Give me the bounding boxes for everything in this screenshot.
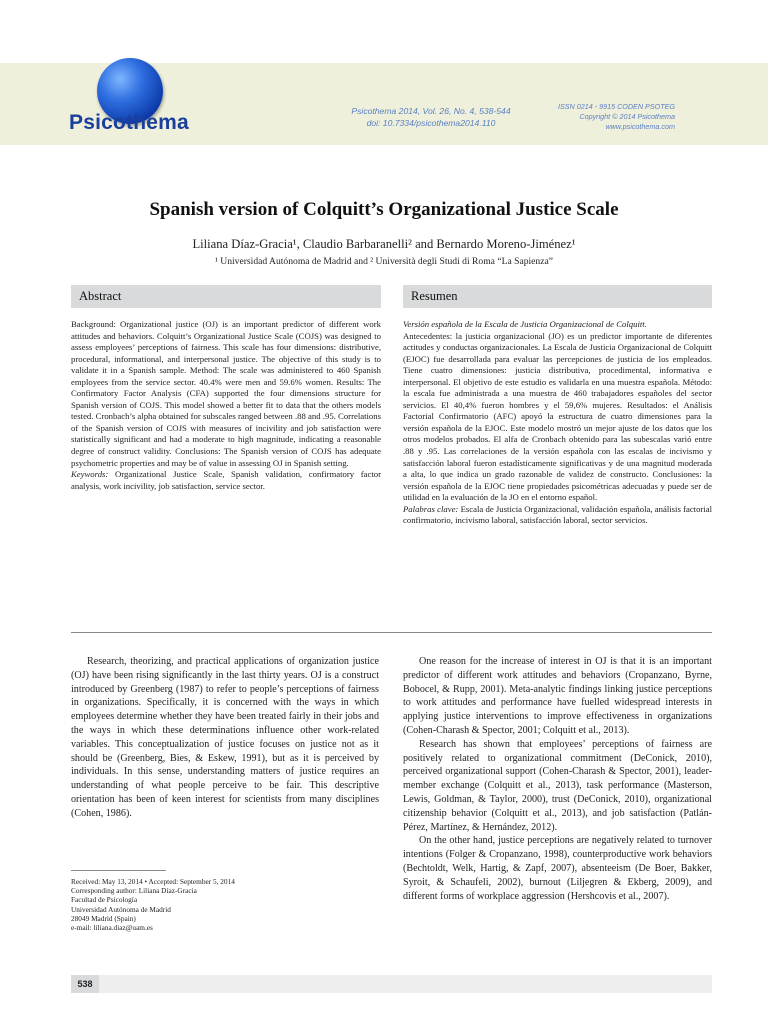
page-number: 538 xyxy=(71,975,99,993)
abstract-heading: Abstract xyxy=(71,285,381,308)
body-right-column xyxy=(403,655,712,903)
abstract-body xyxy=(71,319,381,492)
article-footnote xyxy=(71,877,371,932)
footnote-divider xyxy=(71,870,166,871)
copyright-line: Copyright © 2014 Psicothema xyxy=(579,112,675,121)
journal-logo-text: Psicothema xyxy=(69,111,189,134)
received-dates: Received: May 13, 2014 • Accepted: September 5, 2014 xyxy=(71,877,235,886)
resumen-body xyxy=(403,319,712,527)
section-divider xyxy=(71,632,712,633)
corresponding-author: Corresponding author: Liliana Díaz-Gracia xyxy=(71,886,197,896)
abstract-keywords xyxy=(71,469,381,492)
journal-citation xyxy=(342,106,520,129)
body-left-column xyxy=(71,655,379,821)
body-paragraph: One reason for the increase of interest in OJ is that it is an important predictor of different work attitudes and behaviors (Cropanzano, Byrne, Bobocel, & Rupp, 2001). Meta-analytic findings linking justice perceptions to work attitudes and performance have fuelled widespread interests in applying justice interventions to improve effectiveness in organizations (Cohen-Charash & Spector, 2001; Colquitt et al., 2013). xyxy=(403,656,712,736)
resumen-text: Antecedentes: la justicia organizacional (JO) es un predictor importante de diferentes actitudes y conductas organizacionales. La Escala de Justicia Organizacional de Colquitt (EJOC) fue desarrollada para evaluar las percepciones de justicia de los empleados. Tiene cuatro dimensiones: justicia distributiva, procedimental, informativa e interpersonal. El objetivo de este estudio es validarla en una muestra española. Método: la escala fue administrada a una muestra de 460 trabajadores españoles del sector servicios. El 40,4% fueron hombres y el 59,6% mujeres. Resultados: el Análisis Factorial Confirmatorio (AFC) apoyó la estructura de cuatro dimensiones para la versión española de la EJOC. Este modelo mostró un mejor ajuste de los datos que los otros modelos probados. El alfa de Cronbach obtenido para las subescalas varió entre .88 y .95. Las correlaciones de la versión española con las escalas de incivismo y satisfacción laboral fueron estadísticamente significativas y de una magnitud moderada a alta, lo que indica un grado razonable de validez de constructo. Conclusiones: la versión española de la EJOC tiene propiedades psicométricas adecuadas y puede ser de utilidad en la evaluación de la JO en el entorno español. xyxy=(403,330,712,503)
body-paragraph: On the other hand, justice perceptions are negatively related to turnover intentions (Folger & Cropanzano, 1998), counterproductive work behaviors (Bechtoldt, Welk, Hartig, & Zapf, 2007), absenteeism (De Boer, Bakker, Syroit, & Schaufeli, 2002), burnout (Liljegren & Ekberg, 2009), and different forms of workplace aggression (Hershcovis et al., 2007). xyxy=(403,835,712,902)
resumen-heading: Resumen xyxy=(403,285,712,308)
university: Universidad Autónoma de Madrid xyxy=(71,904,171,914)
postal-address: 28049 Madrid (Spain) xyxy=(71,913,136,923)
body-paragraph: Research, theorizing, and practical applications of organization justice (OJ) have been rising significantly in the last thirty years. OJ is a construct introduced by Greenberg (1987) to refer to people’s perceptions of fairness in organizations. Specifically, it is concerned with the ways in which employees determine whether they have been treated fairly in their jobs and the ways in which these determinations influence other work-related variables. This conceptualization of justice focuses on justice not as it should be (Greenberg, Bies, & Eskew, 1991), but as it is perceived by individuals. In this sense, understanding matters of justice requires an understanding of what people perceive to be fair. This descriptive orientation has been of keen interest for scientists from many disciplines (Cohen, 1986). xyxy=(71,656,379,819)
article-title: Spanish version of Colquitt’s Organizational Justice Scale xyxy=(149,199,619,220)
article-affiliations: ¹ Universidad Autónoma de Madrid and ² Università degli Studi di Roma “La Sapienza” xyxy=(215,256,553,267)
website-line: www.psicothema.com xyxy=(605,122,675,131)
palabras-clave-label: Palabras clave: xyxy=(403,503,459,514)
journal-doi-line: doi: 10.7334/psicothema2014.110 xyxy=(366,117,496,128)
palabras-clave-list: Escala de Justicia Organizacional, validación española, análisis factorial confirmatorio, incivismo laboral, satisfacción laboral, sector servicios. xyxy=(403,503,713,526)
journal-issn-block xyxy=(545,102,675,132)
keywords-list: Organizational Justice Scale, Spanish validation, confirmatory factor analysis, work incivility, job satisfaction, service sector. xyxy=(71,469,381,491)
footer-band xyxy=(99,975,712,993)
resumen-keywords xyxy=(403,504,712,527)
journal-volume-line: Psicothema 2014, Vol. 26, No. 4, 538-544 xyxy=(351,106,511,116)
faculty: Facultad de Psicología xyxy=(71,895,138,905)
abstract-text: Background: Organizational justice (OJ) is an important predictor of different work attitudes and behaviors. Colquitt’s Organizational Justice Scale (COJS) was designed to assess employees’ perceptions of fairness. This scale has four dimensions: distributive, procedural, informational, and interpersonal justice. The objective of this study is to validate it in a Spanish sample. Method: The scale was administered to 460 Spanish employees from the service sector. 40.4% were men and 59.6% women. Results: The Confirmatory Factor Analysis (CFA) supported the four dimensions structure for Spanish version of COJS. This model showed a better fit to data that the others models tested. Cronbach’s alpha obtained for subscales ranged between .88 and .95. Correlations of the Spanish version of COJS with measures of incivility and job satisfaction were statistically significant and had a moderate to high magnitude, indicating a reasonable degree of construct validity. Conclusions: The Spanish version of COJS has adequate psychometric properties and may be of value in assessing OJ in Spanish setting. xyxy=(71,319,381,468)
keywords-label: Keywords: xyxy=(71,469,109,480)
email: e-mail: liliana.diaz@uam.es xyxy=(71,923,153,933)
resumen-title-text: Versión española de la Escala de Justicia Organizacional de Colquitt. xyxy=(403,319,647,329)
resumen-title xyxy=(403,319,712,331)
body-paragraph: Research has shown that employees’ perceptions of fairness are positively related to organizational commitment (DeConick, 2010), perceived organizational support (Cohen-Charash & Spector, 2001), leader-member exchange (Colquitt et al., 2013), task performance (Masterson, Lewis, Goldman, & Taylor, 2000), trust (DeConick, 2010), organizational citizenship behavior (Colquitt et al., 2013), and job satisfaction (Patlán-Pérez, Martínez, & Hernández, 2012). xyxy=(403,738,712,833)
issn-line: ISSN 0214 - 9915 CODEN PSOTEG xyxy=(557,102,675,111)
article-authors: Liliana Díaz-Gracia¹, Claudio Barbaranelli² and Bernardo Moreno-Jiménez¹ xyxy=(192,237,576,251)
